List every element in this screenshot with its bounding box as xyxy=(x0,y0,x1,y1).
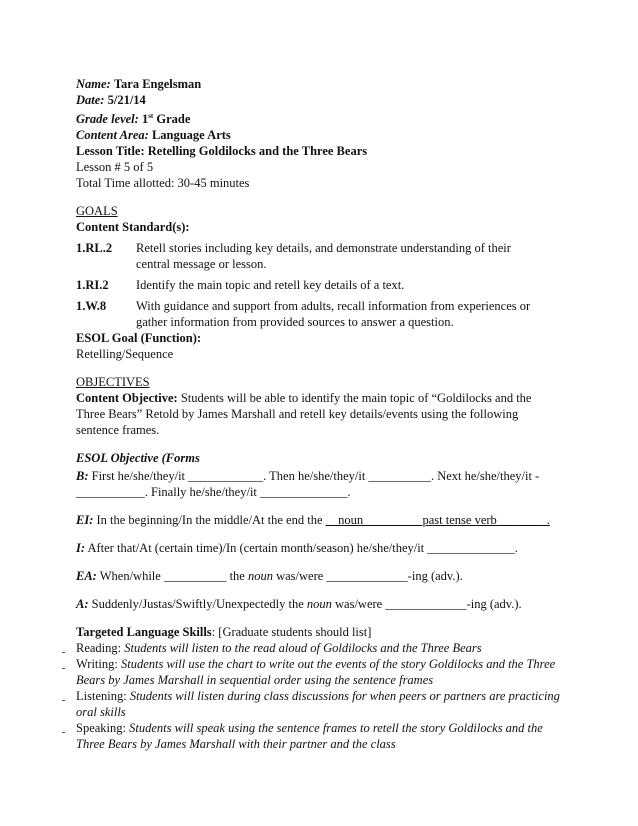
frame-i xyxy=(76,540,566,556)
skill-writing xyxy=(62,656,566,688)
frame-ea-noun: noun xyxy=(247,569,273,584)
frame-i-label: I: xyxy=(76,541,86,556)
frame-ea-text: was/were _____________-ing (adv.). xyxy=(272,569,463,584)
frame-b-text: ___________. Finally he/she/they/it ______________. xyxy=(76,485,351,500)
skill-text: Students will listen to the read aloud of Goldilocks and the Three Bears xyxy=(124,641,482,656)
frame-ei-label: EI: xyxy=(76,513,94,528)
content-area-label: Content Area: xyxy=(76,128,149,143)
goals-heading: GOALS xyxy=(76,204,118,219)
grade-number: 1 xyxy=(141,112,149,127)
lesson-plan xyxy=(62,76,566,752)
frame-ea xyxy=(76,568,566,584)
grade-word: Grade xyxy=(156,112,191,127)
frame-b xyxy=(76,468,566,484)
date-row xyxy=(76,92,566,108)
standard-text: With guidance and support from adults, recall information from experiences or xyxy=(136,299,531,314)
content-area-row xyxy=(76,127,566,143)
skill-label: Speaking: xyxy=(76,721,130,736)
frame-a-noun: noun xyxy=(306,597,332,612)
name-row xyxy=(76,76,566,92)
standard-text: Identify the main topic and retell key details of a text. xyxy=(136,278,405,293)
skill-text: Students will use the chart to write out the events of the story Goldilocks and the Three xyxy=(120,657,556,672)
skill-label: Listening: xyxy=(76,689,130,704)
frame-a xyxy=(76,596,566,612)
skill-listening xyxy=(62,688,566,720)
frame-b-label: B: xyxy=(76,469,89,484)
esol-objective-heading: ESOL Objective (Forms xyxy=(76,451,200,466)
objectives-heading: OBJECTIVES xyxy=(76,375,150,390)
esol-goal-value: Retelling/Sequence xyxy=(76,347,174,362)
standard-code: 1.W.8 xyxy=(76,299,107,314)
skills-heading-label: Targeted Language Skills xyxy=(76,625,212,640)
esol-goal-heading: ESOL Goal (Function): xyxy=(76,331,202,346)
skill-label: Writing: xyxy=(76,657,121,672)
standard-row xyxy=(76,298,566,330)
grade-row xyxy=(76,108,566,127)
margin-mark: - xyxy=(62,647,66,659)
skills-heading-rest: : [Graduate students should list] xyxy=(211,625,372,640)
frame-ei-text: In the beginning/In the middle/At the end the xyxy=(93,513,326,528)
standard-text: Retell stories including key details, and demonstrate understanding of their xyxy=(136,241,511,256)
margin-mark: - xyxy=(62,695,66,707)
frame-a-label: A: xyxy=(76,597,89,612)
skill-speaking xyxy=(62,720,566,752)
standard-row xyxy=(76,277,566,293)
lesson-number: Lesson # 5 of 5 xyxy=(76,160,154,175)
frame-a-text: was/were _____________-ing (adv.). xyxy=(331,597,522,612)
standard-text: gather information from provided sources to answer a question. xyxy=(136,315,454,330)
skills-heading xyxy=(76,624,566,640)
standard-code: 1.RI.2 xyxy=(76,278,109,293)
standard-row xyxy=(76,240,566,272)
standard-code: 1.RL.2 xyxy=(76,241,113,256)
margin-mark: - xyxy=(62,663,66,675)
frame-ea-text: When/while __________ the xyxy=(96,569,248,584)
grade-label: Grade level: xyxy=(76,112,139,127)
skill-text: Students will listen during class discussions for when peers or partners are practicing xyxy=(129,689,560,704)
skill-text: Three Bears by James Marshall with their partner and the class xyxy=(76,737,396,752)
skill-text: oral skills xyxy=(76,705,126,720)
content-objective-text: Three Bears” Retold by James Marshall and retell key details/events using the following xyxy=(76,407,519,422)
grade-sup: st xyxy=(148,112,154,120)
content-objective-text: Students will be able to identify the main topic of “Goldilocks and the xyxy=(177,391,532,406)
frame-ei-blank: __noun______ ___past tense verb________. xyxy=(325,513,550,528)
lesson-title: Lesson Title: Retelling Goldilocks and the Three Bears xyxy=(76,144,368,159)
standard-text: central message or lesson. xyxy=(136,257,267,272)
name-value: Tara Engelsman xyxy=(113,77,202,91)
skill-text: Students will speak using the sentence frames to retell the story Goldilocks and the xyxy=(129,721,543,736)
date-value: 5/21/14 xyxy=(107,93,146,107)
margin-mark: - xyxy=(62,727,66,739)
skill-reading xyxy=(62,640,566,659)
frame-a-text: Suddenly/Justas/Swiftly/Unexpectedly the xyxy=(88,597,307,612)
total-time: Total Time allotted: 30-45 minutes xyxy=(76,176,250,191)
date-label: Date: xyxy=(76,93,105,107)
content-objective-text: sentence frames. xyxy=(76,423,160,438)
name-label: Name: xyxy=(76,77,111,91)
content-objective-label: Content Objective: xyxy=(76,391,178,406)
content-area-value: Language Arts xyxy=(151,128,231,143)
frame-ei xyxy=(76,512,566,528)
skill-label: Reading: xyxy=(76,641,125,656)
frame-i-text: After that/At (certain time)/In (certain month/season) he/she/they/it ______________. xyxy=(85,541,518,556)
frame-ea-label: EA: xyxy=(76,569,97,584)
frame-b-text: First he/she/they/it ____________. Then he/she/they/it __________. Next he/she/they/it - xyxy=(88,469,540,484)
content-standards-heading: Content Standard(s): xyxy=(76,220,190,235)
content-objective xyxy=(76,390,566,406)
skill-text: Bears by James Marshall in sequential order using the sentence frames xyxy=(76,673,434,688)
